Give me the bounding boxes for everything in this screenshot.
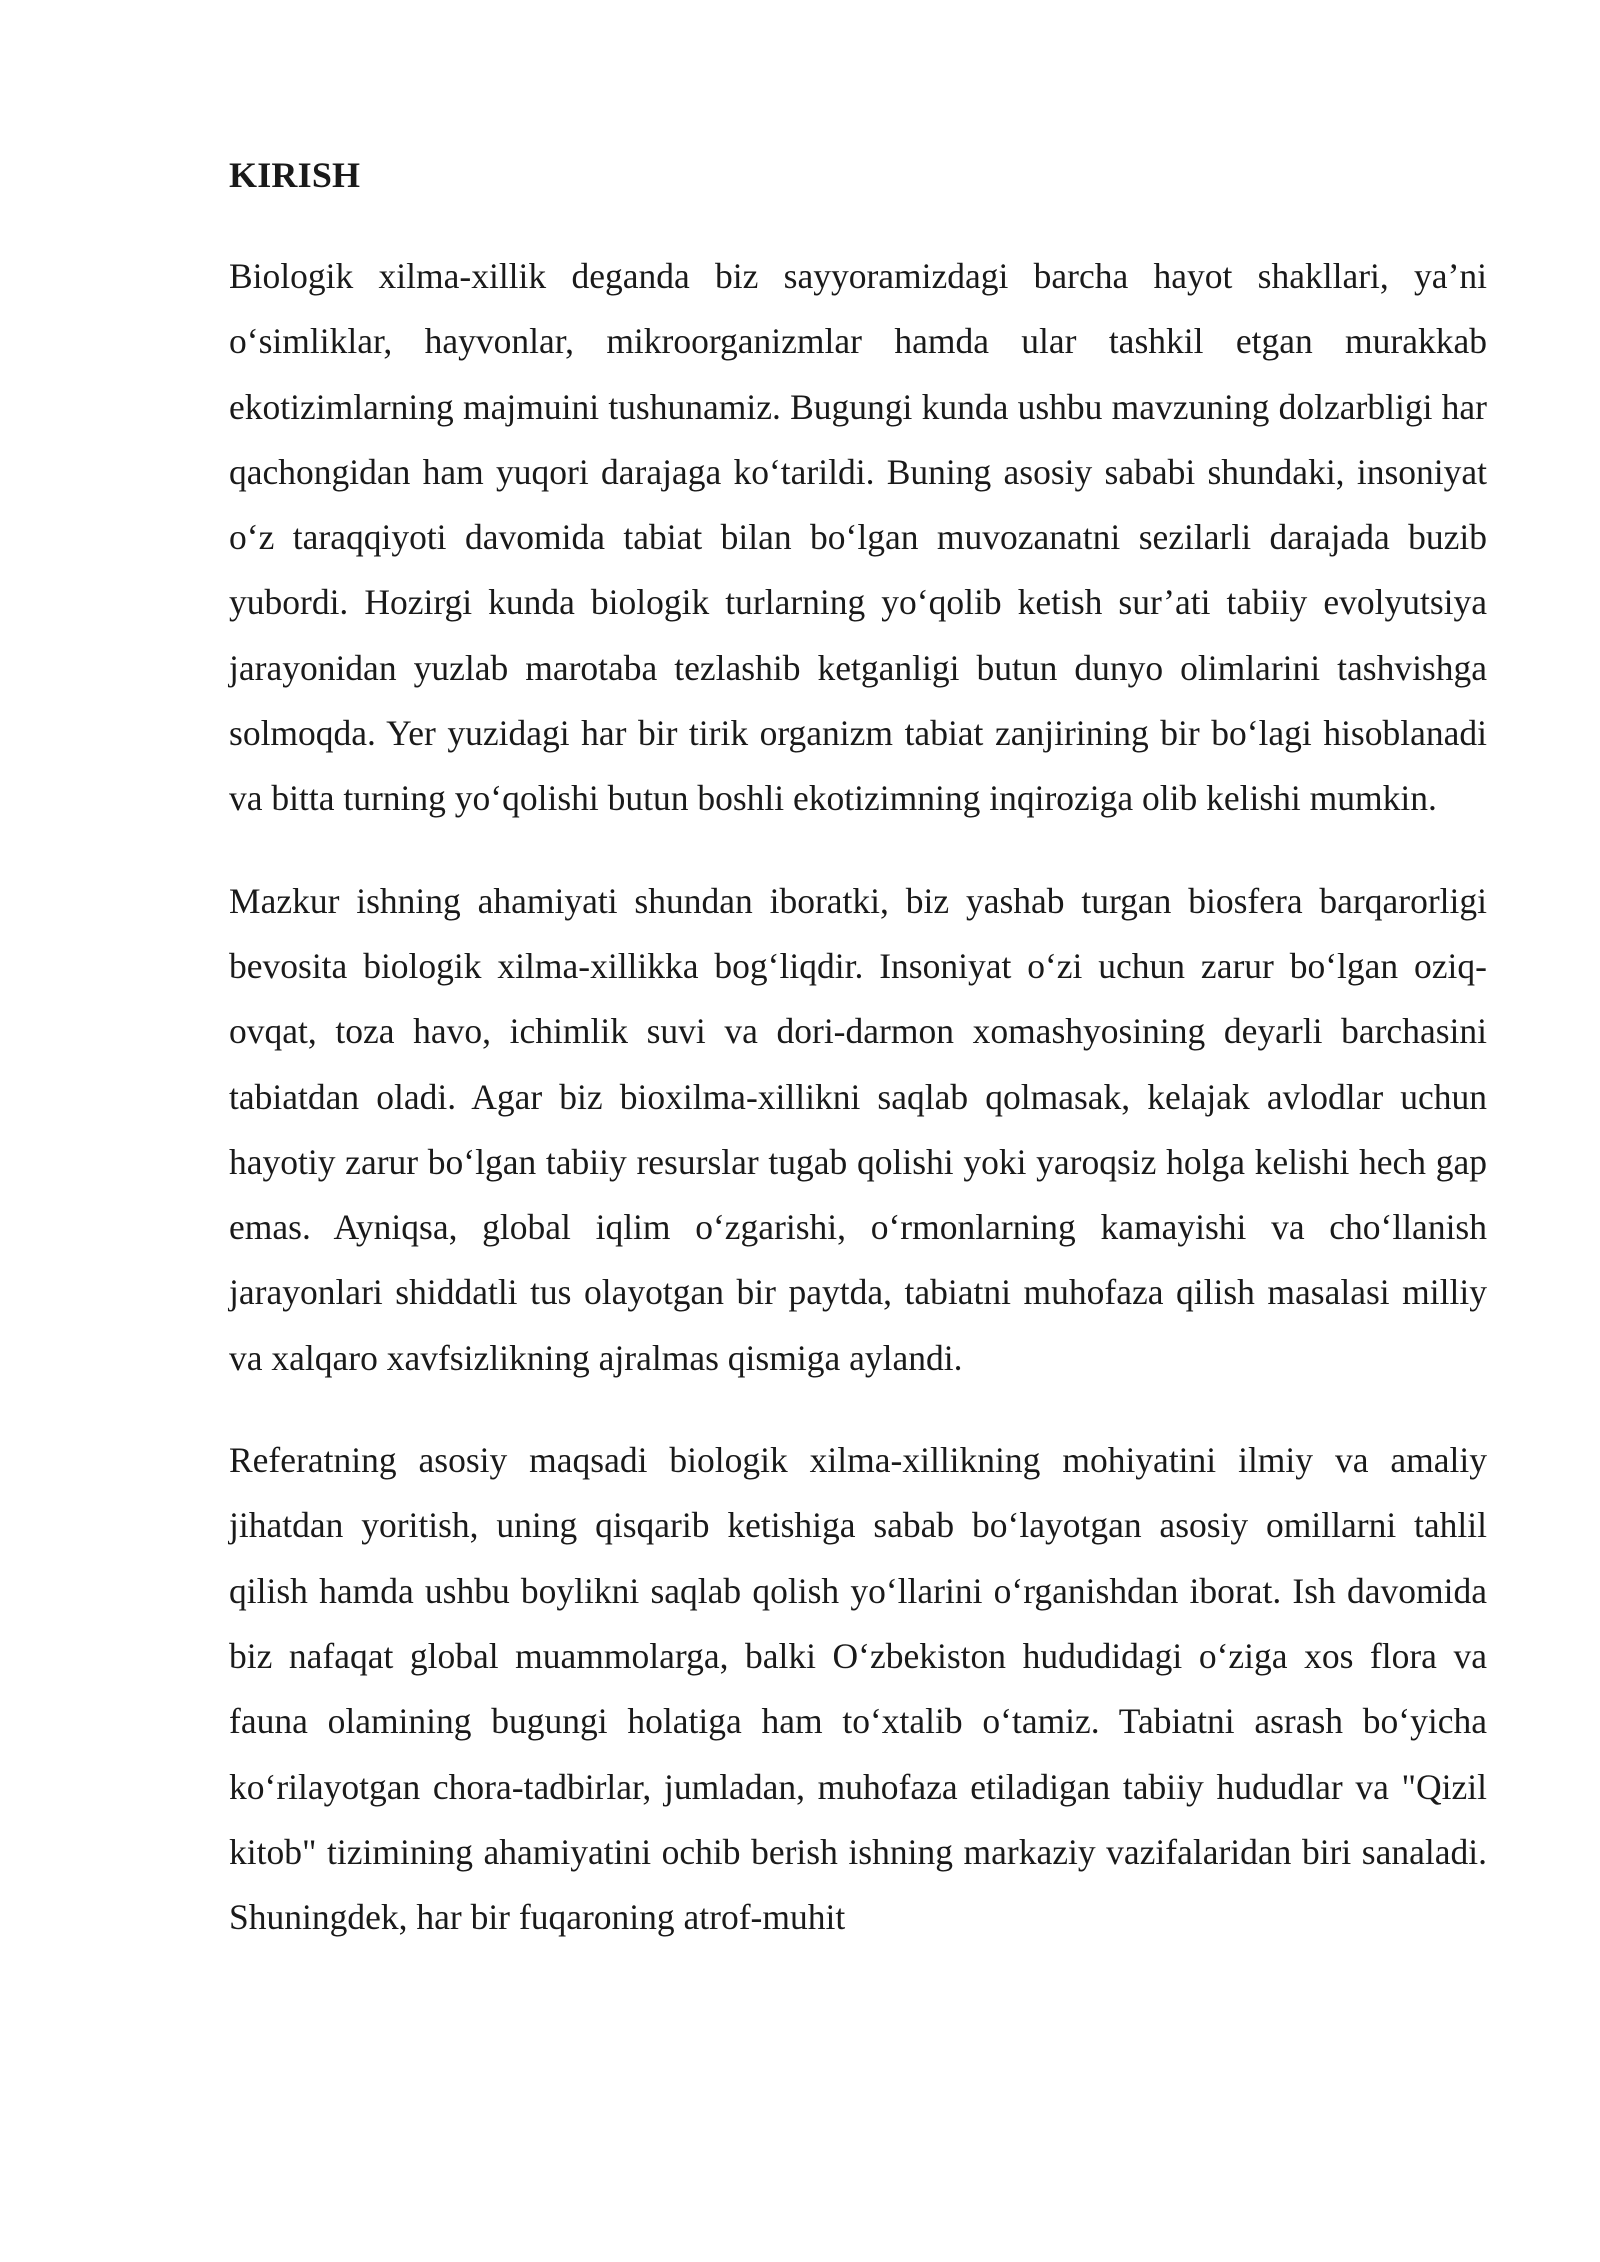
section-heading: KIRISH [229,155,361,195]
paragraph-3: Referatning asosiy maqsadi biologik xilma-xillikning mohiyatini ilmiy va amaliy jihatdan yoritish, uning qisqarib ketishiga sabab bo‘layotgan asosiy omillarni tahlil qilish hamda ushbu boylikni saqlab qolish yo‘llarini o‘rganishdan iborat. Ish davomida biz nafaqat global muammolarga, balki O‘zbekiston hududidagi o‘ziga xos flora va fauna olamining bugungi holatiga ham to‘xtalib o‘tamiz. Tabiatni asrash bo‘yicha ko‘rilayotgan chora-tadbirlar, jumladan, muhofaza etiladigan tabiiy hududlar va "Qizil kitob" tizimining ahamiyatini ochib berish ishning markaziy vazifalaridan biri sanaladi. Shuningdek, har bir fuqaroning atrof-muhit [229,1440,1487,1938]
paragraph-2: Mazkur ishning ahamiyati shundan iboratki, biz yashab turgan biosfera barqarorligi bevosita biologik xilma-xillikka bog‘liqdir. Insoniyat o‘zi uchun zarur bo‘lgan oziq-ovqat, toza havo, ichimlik suvi va dori-darmon xomashyosining deyarli barchasini tabiatdan oladi. Agar biz bioxilma-xillikni saqlab qolmasak, kelajak avlodlar uchun hayotiy zarur bo‘lgan tabiiy resurslar tugab qolishi yoki yaroqsiz holga kelishi hech gap emas. Ayniqsa, global iqlim o‘zgarishi, o‘rmonlarning kamayishi va cho‘llanish jarayonlari shiddatli tus olayotgan bir paytda, tabiatni muhofaza qilish masalasi milliy va xalqaro xavfsizlikning ajralmas qismiga aylandi. [229,880,1487,1378]
document-body [229,150,1487,1987]
paragraph-1: Biologik xilma-xillik deganda biz sayyoramizdagi barcha hayot shakllari, ya’ni o‘simliklar, hayvonlar, mikroorganizmlar hamda ular tashkil etgan murakkab ekotizimlarning majmuini tushunamiz. Bugungi kunda ushbu mavzuning dolzarbligi har qachongidan ham yuqori darajaga ko‘tarildi. Buning asosiy sababi shundaki, insoniyat o‘z taraqqiyoti davomida tabiat bilan bo‘lgan muvozanatni sezilarli darajada buzib yubordi. Hozirgi kunda biologik turlarning yo‘qolib ketish sur’ati tabiiy evolyutsiya jarayonidan yuzlab marotaba tezlashib ketganligi butun dunyo olimlarini tashvishga solmoqda. Yer yuzidagi har bir tirik organizm tabiat zanjirining bir bo‘lagi hisoblanadi va bitta turning yo‘qolishi butun boshli ekotizimning inqiroziga olib kelishi mumkin. [229,256,1487,819]
